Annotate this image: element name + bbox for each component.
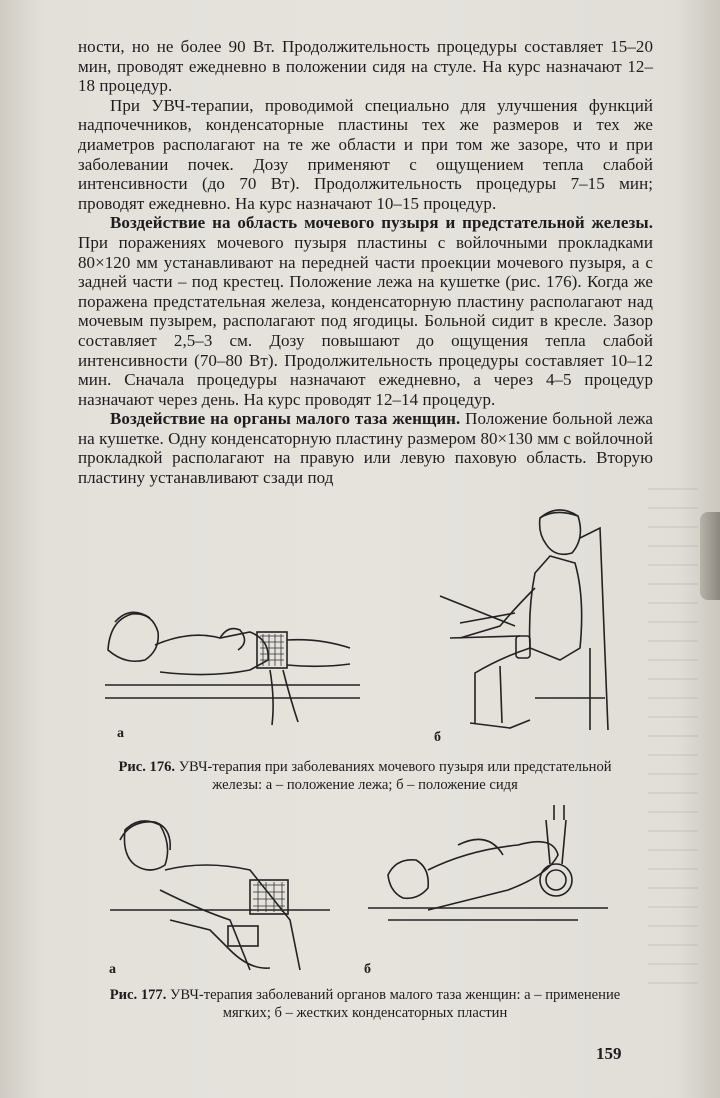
section-heading: Воздействие на органы малого таза женщин. xyxy=(110,409,461,429)
page-edge-tab xyxy=(700,512,720,600)
caption-text: УВЧ-терапия при заболеваниях мочевого пузыря или предстательной железы: а – положение лежа; б – положение сидя xyxy=(175,759,612,793)
figure-label: а xyxy=(109,962,116,977)
figure-176-caption xyxy=(95,758,635,794)
body-text xyxy=(78,37,653,488)
paragraph-text: Положение больной лежа на кушетке. Одну конденсаторную пластину размером 80×130 мм с войлочной прокладкой располагают на правую или левую паховую область. Вторую пластину устанавливают сзади под xyxy=(78,409,654,488)
caption-number: Рис. 177. xyxy=(109,987,167,1003)
figure-label: б xyxy=(434,730,441,745)
figure-176b-illustration xyxy=(440,498,620,740)
page-number: 159 xyxy=(596,1044,622,1063)
figure-177-caption xyxy=(95,986,635,1022)
paragraph-text: ности, но не более 90 Вт. Продолжительность процедуры составляет 15–20 мин, проводят ежедневно в положении сидя на стуле. На курс назначают 12–18 процедур. xyxy=(78,37,653,96)
section-heading: Воздействие на область мочевого пузыря и предстательной железы. xyxy=(110,213,653,233)
paragraph xyxy=(78,37,653,96)
figure-label: б xyxy=(364,962,371,977)
figure-176a-illustration xyxy=(100,590,370,730)
paragraph xyxy=(78,409,653,487)
paragraph-text: При поражениях мочевого пузыря пластины с войлочными прокладками 80×120 мм устанавливают на передней части проекции мочевого пузыря, а с задней части – под крестец. Положение лежа на кушетке (рис. 176). Когда же поражена предстательная железа, конденсаторную пластину располагают над мочевым пузырем, располагают под ягодицы. Больной сидит в кресле. Зазор составляет 2,5–3 см. Дозу повышают до ощущения тепла слабой интенсивности (70–80 Вт). Продолжительность процедуры составляет 10–12 мин. Сначала процедуры назначают ежедневно, а через 4–5 процедур назначают через день. На курс проводят 12–14 процедур. xyxy=(78,232,653,409)
show-through-text xyxy=(648,488,698,988)
figure-177a-illustration xyxy=(110,810,330,975)
paragraph-text: При УВЧ-терапии, проводимой специально для улучшения функций надпочечников, конденсаторные пластины тех же размеров и тех же диаметров располагают на те же области и при том же зазоре, что и при заболевании почек. Дозу применяют с ощущением тепла слабой интенсивности (до 70 Вт). Продолжительность процедуры 7–15 мин; проводят ежедневно. На курс назначают 10–15 процедур. xyxy=(78,95,653,213)
caption-text: УВЧ-терапия заболеваний органов малого таза женщин: а – применение мягких; б – жестких конденсаторных пластин xyxy=(166,987,621,1021)
figure-label: а xyxy=(117,726,124,741)
caption-number: Рис. 176. xyxy=(118,759,176,775)
figure-177b-illustration xyxy=(368,800,608,970)
paragraph xyxy=(78,96,653,214)
paragraph xyxy=(78,213,653,409)
